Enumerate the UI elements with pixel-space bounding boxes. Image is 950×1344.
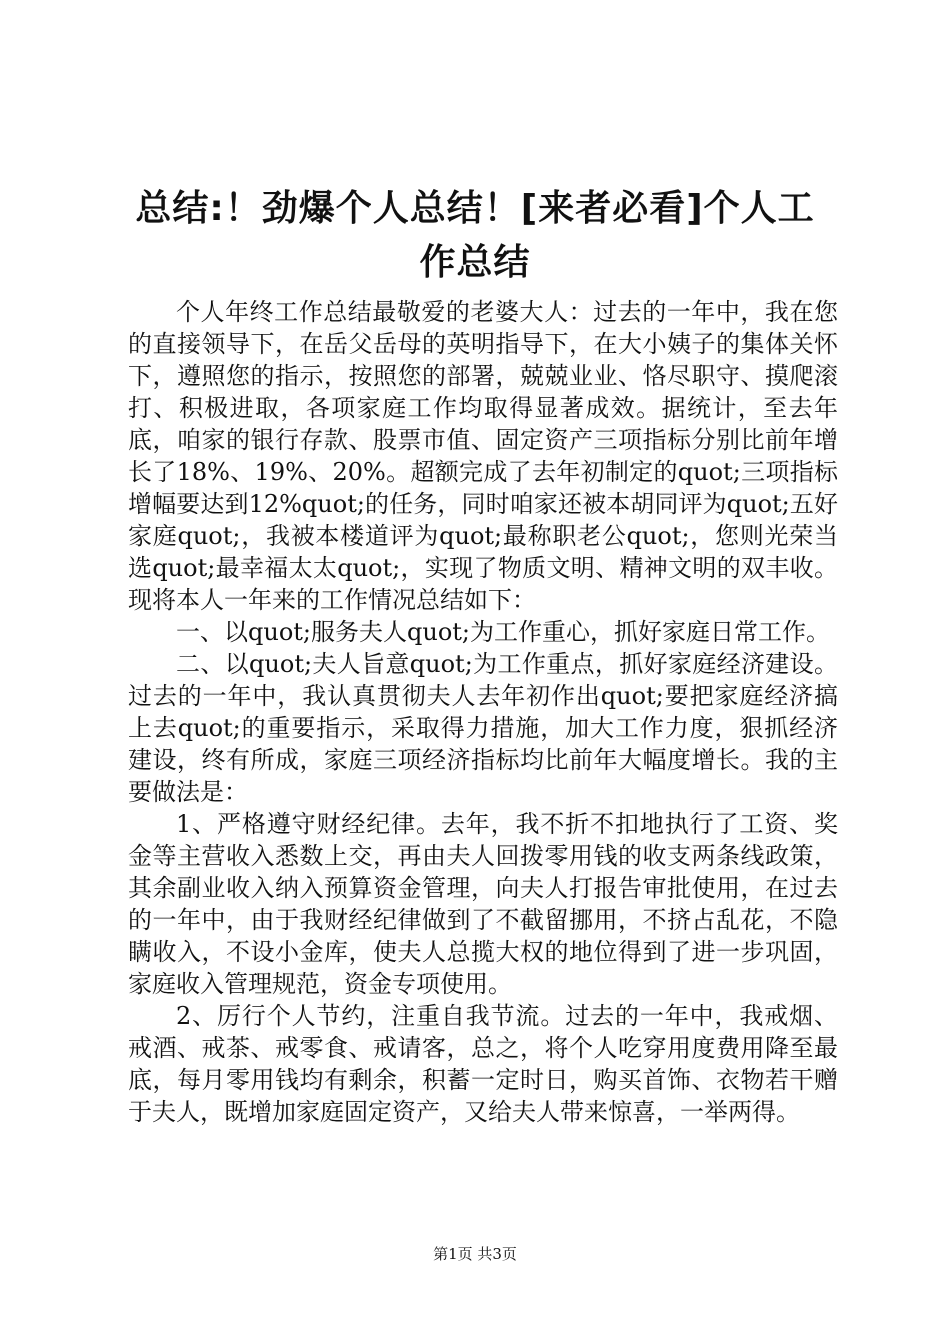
paragraph-section-1: 一、以quot;服务夫人quot;为工作重心，抓好家庭日常工作。 [176,618,830,646]
paragraph-item-1: 1、严格遵守财经纪律。去年，我不折不扣地执行了工资、奖金等主营收入悉数上交，再由夫人回拨零用钱的收支两条线政策，其余副业收入纳入预算资金管理，向夫人打报告审批使用，在过去的一年中，由于我财经纪律做到了不截留挪用，不挤占乱花，不隐瞒收入，不设小金库，使夫人总揽大权的地位得到了进一步巩固，家庭收入管理规范，资金专项使用。 [128,810,838,998]
paragraph-item-2: 2、厉行个人节约，注重自我节流。过去的一年中，我戒烟、戒酒、戒茶、戒零食、戒请客，总之，将个人吃穿用度费用降至最底，每月零用钱均有剩余，积蓄一定时日，购买首饰、衣物若干赠于夫人，既增加家庭固定资产，又给夫人带来惊喜，一举两得。 [128,1002,838,1126]
paragraph-section-2: 二、以quot;夫人旨意quot;为工作重点，抓好家庭经济建设。过去的一年中，我认真贯彻夫人去年初作出quot;要把家庭经济搞上去quot;的重要指示，采取得力措施，加大工作力度，狠抓经济建设，终有所成，家庭三项经济指标均比前年大幅度增长。我的主要做法是： [128,650,838,806]
page-number-footer: 第1页 共3页 [433,1245,517,1263]
document-title: 总结:！劲爆个人总结！[来者必看]个人工作总结 [135,188,815,283]
paragraph-intro: 个人年终工作总结最敬爱的老婆大人：过去的一年中，我在您的直接领导下，在岳父岳母的英明指导下，在大小姨子的集体关怀下，遵照您的指示，按照您的部署，兢兢业业、恪尽职守、摸爬滚打、积极进取，各项家庭工作均取得显著成效。据统计，至去年底，咱家的银行存款、股票市值、固定资产三项指标分别比前年增长了18%、19%、20%。超额完成了去年初制定的quot;三项指标增幅要达到12%quot;的任务，同时咱家还被本胡同评为quot;五好家庭quot;，我被本楼道评为quot;最称职老公quot;，您则光荣当选quot;最幸福太太quot;，实现了物质文明、精神文明的双丰收。现将本人一年来的工作情况总结如下： [128,298,838,614]
document-body [128,296,838,1128]
